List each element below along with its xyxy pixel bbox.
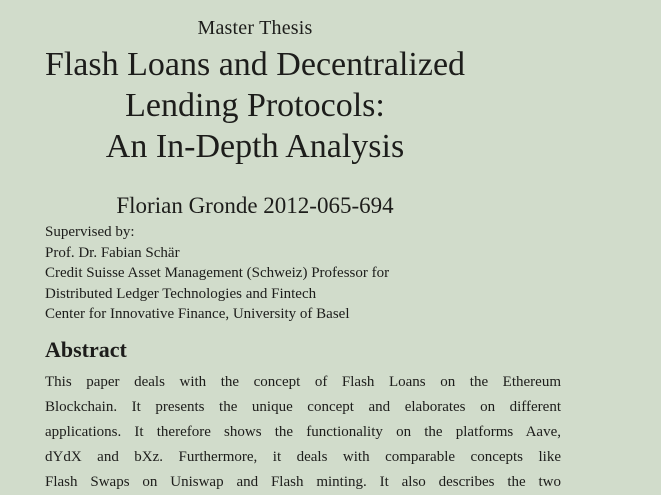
- thesis-title: [0, 44, 510, 167]
- abstract-line-3: applications. It therefore shows the functionality on the platforms Aave,: [45, 424, 561, 440]
- title-line-3: An In-Depth Analysis: [105, 128, 405, 165]
- supervisor-institution: Center for Innovative Finance, University of Basel: [45, 306, 350, 322]
- supervision-label: Supervised by:: [45, 224, 135, 240]
- supervision-block: [45, 222, 389, 325]
- abstract-line-5: Flash Swaps on Uniswap and Flash minting. It also describes the two: [45, 474, 561, 490]
- document-type: Master Thesis: [197, 17, 313, 39]
- title-line-2: Lending Protocols:: [125, 87, 385, 124]
- abstract-body: [45, 370, 561, 495]
- supervisor-field: Distributed Ledger Technologies and Fintech: [45, 285, 317, 302]
- abstract-line-4: dYdX and bXz. Furthermore, it deals with comparable concepts like: [45, 449, 561, 465]
- abstract-line-1: This paper deals with the concept of Flash Loans on the Ethereum: [45, 374, 561, 390]
- supervisor-name: Prof. Dr. Fabian Schär: [45, 244, 180, 261]
- abstract-line-2: Blockchain. It presents the unique concept and elaborates on different: [45, 399, 561, 415]
- title-line-1: Flash Loans and Decentralized: [44, 46, 466, 83]
- author-line: Florian Gronde 2012-065-694: [116, 193, 394, 218]
- abstract-heading: Abstract: [45, 337, 127, 362]
- supervisor-chair: Credit Suisse Asset Management (Schweiz) Professor for: [45, 265, 390, 281]
